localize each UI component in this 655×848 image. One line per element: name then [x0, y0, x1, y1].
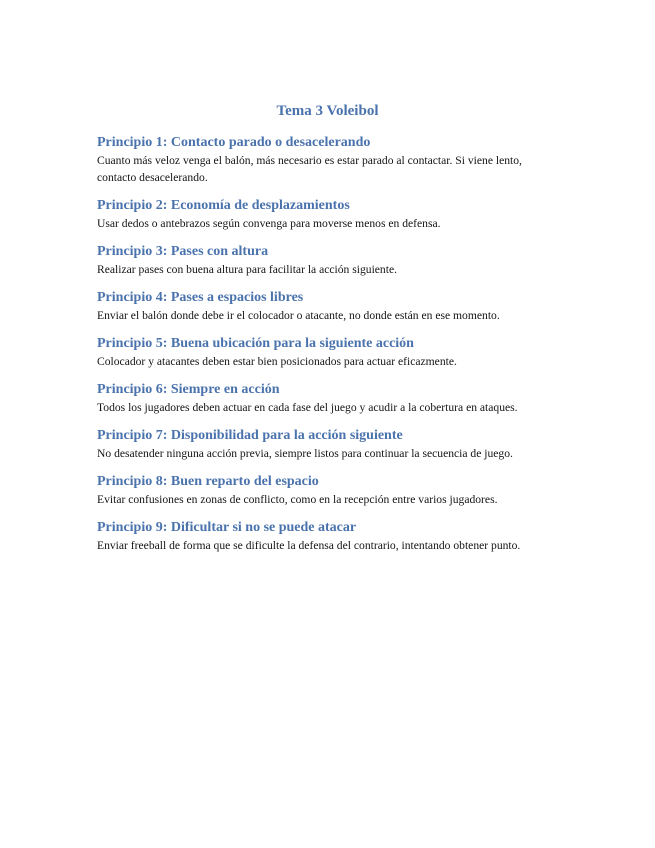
principle-heading: Principio 5: Buena ubicación para la siguiente acción [97, 336, 414, 351]
principle-heading: Principio 2: Economía de desplazamientos [97, 198, 350, 213]
principle-2 [97, 196, 557, 232]
principle-text: Enviar freeball de forma que se dificulte la defensa del contrario, intentando obtener punto. [97, 539, 521, 552]
principle-7 [97, 426, 557, 462]
principle-heading: Principio 9: Dificultar si no se puede atacar [97, 520, 357, 535]
principle-1 [97, 133, 557, 186]
principle-text: Colocador y atacantes deben estar bien posicionados para actuar eficazmente. [97, 355, 457, 368]
principle-text: Usar dedos o antebrazos según convenga para moverse menos en defensa. [97, 217, 441, 230]
principle-text: Evitar confusiones en zonas de conflicto, como en la recepción entre varios jugadores. [97, 493, 498, 506]
principle-6 [97, 380, 557, 416]
principle-heading: Principio 3: Pases con altura [97, 244, 269, 259]
principle-heading: Principio 8: Buen reparto del espacio [97, 474, 319, 489]
principle-8 [97, 472, 557, 508]
principle-5 [97, 334, 557, 370]
principle-heading: Principio 1: Contacto parado o desacelerando [97, 135, 371, 150]
principle-text: No desatender ninguna acción previa, siempre listos para continuar la secuencia de juego. [97, 447, 513, 460]
document-title: Tema 3 Voleibol [276, 103, 379, 119]
principle-text: Cuanto más veloz venga el balón, más necesario es estar parado al contactar. Si viene lento, contacto desacelerando. [97, 154, 522, 184]
principle-3 [97, 242, 557, 278]
principle-text: Todos los jugadores deben actuar en cada fase del juego y acudir a la cobertura en ataques. [97, 401, 518, 414]
principle-text: Realizar pases con buena altura para facilitar la acción siguiente. [97, 263, 397, 276]
principle-heading: Principio 6: Siempre en acción [97, 382, 280, 397]
principle-heading: Principio 7: Disponibilidad para la acción siguiente [97, 428, 403, 443]
principles-list [97, 133, 557, 564]
principle-9 [97, 518, 557, 554]
principle-heading: Principio 4: Pases a espacios libres [97, 290, 304, 305]
principle-4 [97, 288, 557, 324]
principle-text: Enviar el balón donde debe ir el colocador o atacante, no donde están en ese momento. [97, 309, 500, 322]
